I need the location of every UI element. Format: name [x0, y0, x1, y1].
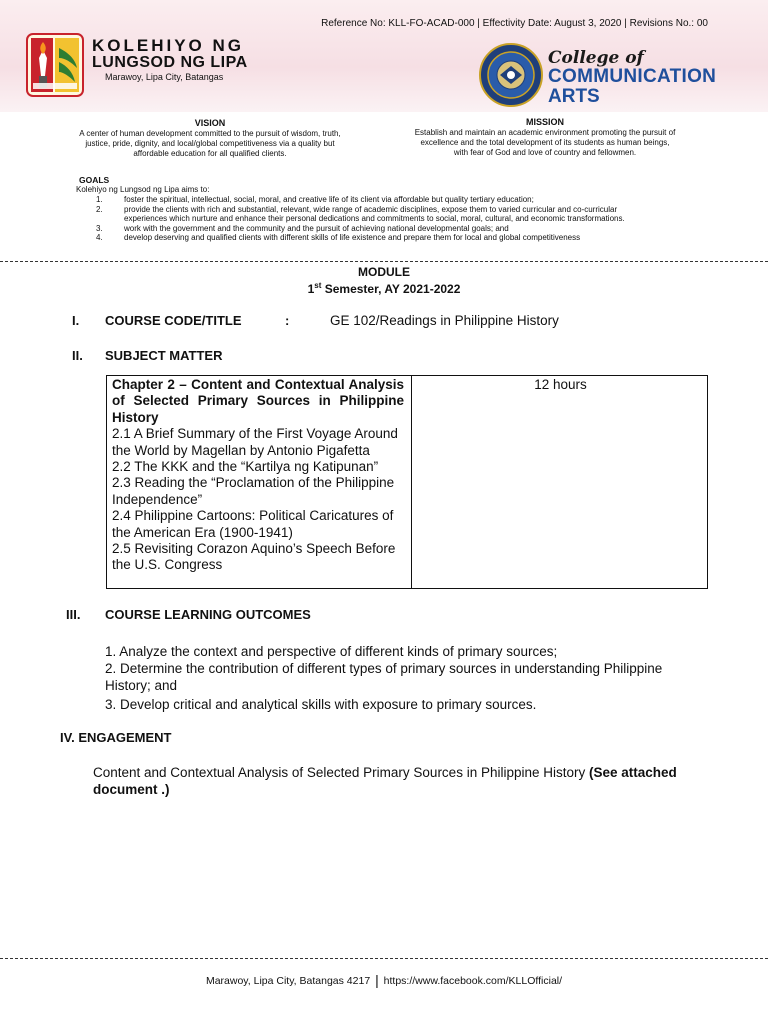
- goal-text: foster the spiritual, intellectual, social, moral, and creative life of its client via affordable but quality tertiary education;: [124, 195, 534, 204]
- course-colon: :: [285, 313, 290, 328]
- outcome-item: 1. Analyze the context and perspective of different kinds of primary sources;: [105, 644, 558, 659]
- section-number: II.: [72, 348, 83, 363]
- mission-title: MISSION: [525, 117, 564, 127]
- goal-item: [96, 195, 696, 205]
- goal-item: [96, 233, 696, 243]
- college-seal-icon: [478, 42, 544, 108]
- topic-item: 2.5 Revisiting Corazon Aquino’s Speech Before the U.S. Congress: [112, 541, 396, 573]
- engagement-heading: IV. ENGAGEMENT: [60, 730, 172, 745]
- semester-text: Semester, AY 2021-2022: [321, 282, 461, 296]
- college-line3: ARTS: [548, 86, 600, 107]
- topic-item: 2.1 A Brief Summary of the First Voyage Around the World by Magellan by Antonio Pigafetta: [112, 426, 398, 458]
- topic-item: 2.4 Philippine Cartoons: Political Caricatures of the American Era (1900-1941): [112, 508, 394, 540]
- goal-text: develop deserving and qualified clients with different skills of life existence and prepare them for local and global competitiveness: [124, 233, 581, 243]
- goals-intro: Kolehiyo ng Lungsod ng Lipa aims to:: [76, 185, 210, 194]
- goal-number: 2.: [96, 204, 103, 214]
- vision-text: [50, 129, 370, 159]
- goal-number: 3.: [96, 223, 103, 233]
- mission-line: Establish and maintain an academic environment promoting the pursuit of: [414, 128, 676, 137]
- header-divider: [0, 261, 768, 262]
- table-divider: [411, 376, 412, 588]
- course-code-heading: COURSE CODE/TITLE: [105, 313, 242, 328]
- goal-text: experiences which nurture and enhance their personal dedications and commitments to social, moral, cultural, and economic transformations.: [124, 214, 625, 224]
- college-line1: College of: [548, 48, 644, 68]
- kll-logo-icon: [25, 28, 85, 102]
- goal-text: provide the clients with rich and substantial, relevant, wide range of academic disciplines, expose them to varied curricular and co-curricular: [124, 204, 618, 214]
- subject-matter-table: [106, 375, 708, 589]
- subject-matter-topics: [112, 377, 404, 574]
- vision-title: VISION: [194, 118, 226, 128]
- mission-text: [380, 128, 710, 158]
- goal-item: [96, 205, 696, 215]
- goal-number: 4.: [96, 233, 103, 243]
- chapter-title: Chapter 2 – Content and Contextual Analysis of Selected Primary Sources in Philippine History: [112, 377, 404, 425]
- footer-divider: [0, 958, 768, 959]
- goal-number: 1.: [96, 195, 103, 204]
- outcomes-heading: COURSE LEARNING OUTCOMES: [105, 607, 311, 622]
- mission-line: with fear of God and love of country and fellowmen.: [453, 148, 637, 157]
- footer: [0, 972, 768, 988]
- engagement-text: [93, 764, 713, 798]
- hours-cell: 12 hours: [534, 377, 587, 392]
- semester-suffix: st: [314, 281, 322, 290]
- mission-line: excellence and the total development of its students as human beings,: [420, 138, 670, 147]
- vision-line: affordable education for all qualified clients.: [133, 149, 287, 158]
- engagement-body: Content and Contextual Analysis of Selected Primary Sources in Philippine History: [93, 765, 589, 780]
- section-number: I.: [72, 313, 80, 328]
- module-title: MODULE: [358, 265, 410, 279]
- goal-item-continued: [96, 214, 696, 224]
- goal-text: work with the government and the community and the pursuit of achieving national developmental goals; and: [124, 223, 509, 233]
- footer-link[interactable]: https://www.facebook.com/KLLOfficial/: [383, 975, 563, 987]
- outcome-item: 2. Determine the contribution of different types of primary sources in understanding Philippine History; and: [105, 661, 663, 693]
- college-line2: COMMUNICATION: [548, 66, 717, 87]
- school-name-line1: KOLEHIYO NG: [92, 36, 245, 55]
- vision-line: A center of human development committed to the pursuit of wisdom, truth,: [79, 129, 341, 138]
- school-address: Marawoy, Lipa City, Batangas: [105, 72, 224, 82]
- course-code-value: GE 102/Readings in Philippine History: [330, 313, 559, 328]
- goals-list: [96, 195, 696, 243]
- semester-line: [0, 281, 768, 296]
- topic-item: 2.2 The KKK and the “Kartilya ng Katipunan”: [112, 459, 379, 475]
- section-number: III.: [66, 607, 81, 622]
- reference-line: Reference No: KLL-FO-ACAD-000 | Effectivity Date: August 3, 2020 | Revisions No.: 00: [321, 18, 708, 29]
- topic-item: 2.3 Reading the “Proclamation of the Philippine Independence”: [112, 475, 395, 507]
- engagement-note: (See attached document .): [93, 765, 677, 797]
- outcome-item: 3. Develop critical and analytical skills with exposure to primary sources.: [105, 697, 537, 712]
- school-name-line2: LUNGSOD NG LIPA: [92, 54, 248, 71]
- goal-item: [96, 224, 696, 234]
- subject-matter-heading: SUBJECT MATTER: [105, 348, 223, 363]
- footer-separator: |: [375, 972, 379, 988]
- semester-number: 1: [307, 282, 315, 296]
- vision-line: justice, pride, dignity, and local/global competitiveness via a quality but: [85, 139, 335, 148]
- footer-address: Marawoy, Lipa City, Batangas 4217: [205, 975, 371, 987]
- goals-title: GOALS: [79, 175, 110, 185]
